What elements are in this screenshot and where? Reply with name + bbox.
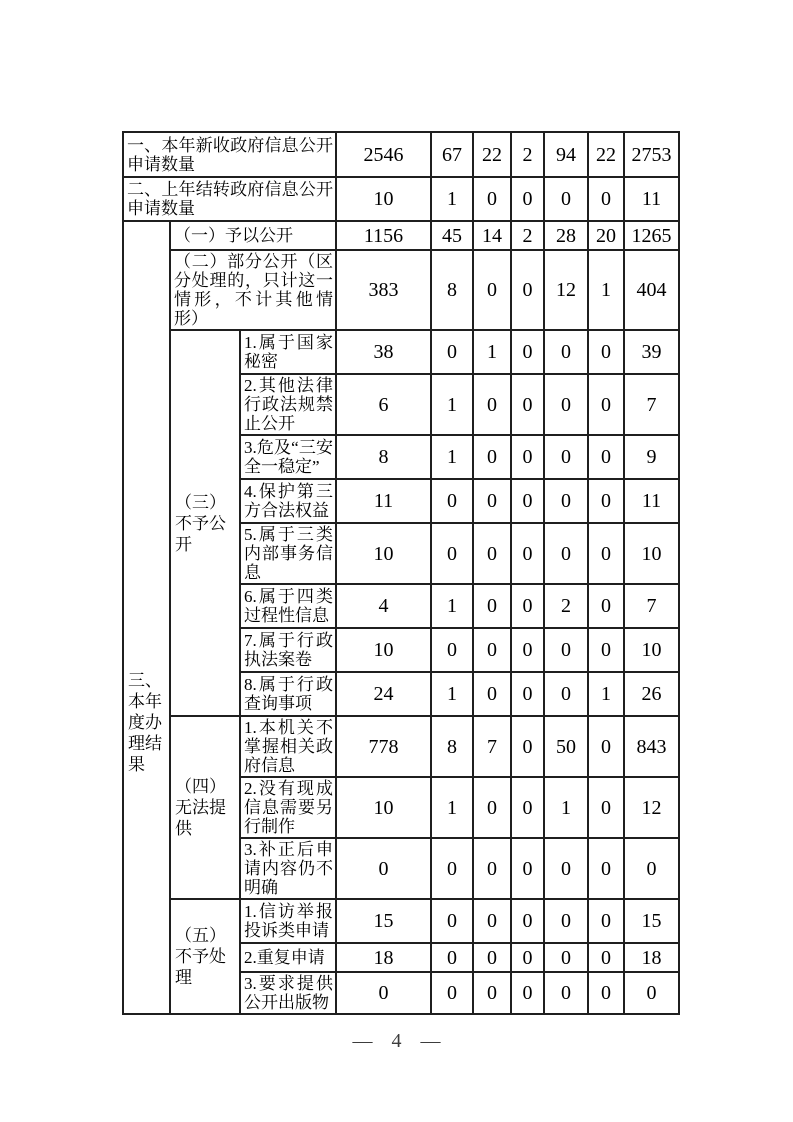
data-cell: 0 — [473, 672, 511, 716]
data-cell: 1 — [431, 672, 473, 716]
data-cell: 0 — [336, 838, 431, 899]
data-cell: 10 — [336, 523, 431, 584]
data-cell: 0 — [544, 374, 588, 435]
data-cell: 0 — [544, 672, 588, 716]
data-cell: 2 — [544, 584, 588, 628]
data-cell: 94 — [544, 132, 588, 177]
data-cell: 1 — [431, 435, 473, 479]
data-cell: 1 — [431, 777, 473, 838]
data-cell: 0 — [431, 899, 473, 943]
row-label-cell: 2.重复申请 — [240, 943, 336, 972]
data-cell: 0 — [588, 777, 624, 838]
data-cell: 24 — [336, 672, 431, 716]
data-cell: 2753 — [624, 132, 679, 177]
data-cell: 0 — [511, 899, 544, 943]
data-cell: 0 — [544, 177, 588, 221]
data-cell: 0 — [588, 523, 624, 584]
data-cell: 0 — [473, 374, 511, 435]
data-cell: 2 — [511, 221, 544, 250]
data-cell: 9 — [624, 435, 679, 479]
data-cell: 1156 — [336, 221, 431, 250]
table-row — [123, 132, 679, 177]
page-number: — 4 — — [352, 1030, 441, 1052]
data-cell: 0 — [624, 972, 679, 1014]
data-cell: 1 — [431, 374, 473, 435]
data-cell: 0 — [588, 716, 624, 777]
data-cell: 0 — [588, 628, 624, 672]
data-cell: 0 — [431, 479, 473, 523]
data-cell: 10 — [624, 523, 679, 584]
row-label-cell: 3.补正后申请内容仍不明确 — [240, 838, 336, 899]
data-cell: 12 — [624, 777, 679, 838]
data-cell: 0 — [431, 838, 473, 899]
data-cell: 0 — [473, 838, 511, 899]
group-label-cell: （五）不予处理 — [170, 899, 240, 1014]
data-cell: 2 — [511, 132, 544, 177]
data-cell: 0 — [431, 628, 473, 672]
group-label-cell: （四）无法提供 — [170, 716, 240, 899]
table-row — [123, 250, 679, 330]
data-cell: 0 — [544, 838, 588, 899]
data-cell: 4 — [336, 584, 431, 628]
data-cell: 1 — [473, 330, 511, 374]
data-cell: 0 — [588, 479, 624, 523]
data-cell: 26 — [624, 672, 679, 716]
data-cell: 1265 — [624, 221, 679, 250]
row-label-cell: 5.属于三类内部事务信息 — [240, 523, 336, 584]
data-cell: 22 — [473, 132, 511, 177]
row-label-cell: 1.属于国家秘密 — [240, 330, 336, 374]
data-cell: 12 — [544, 250, 588, 330]
row-label-cell: 3.危及“三安全一稳定” — [240, 435, 336, 479]
row-label-cell: 1.本机关不掌握相关政府信息 — [240, 716, 336, 777]
data-cell: 50 — [544, 716, 588, 777]
data-cell: 8 — [431, 250, 473, 330]
data-cell: 6 — [336, 374, 431, 435]
data-cell: 1 — [431, 584, 473, 628]
data-cell: 0 — [588, 972, 624, 1014]
data-cell: 1 — [431, 177, 473, 221]
data-cell: 0 — [473, 479, 511, 523]
data-cell: 0 — [544, 523, 588, 584]
data-cell: 7 — [624, 374, 679, 435]
data-cell: 0 — [544, 435, 588, 479]
data-cell: 0 — [431, 330, 473, 374]
data-cell: 0 — [336, 972, 431, 1014]
data-cell: 0 — [588, 435, 624, 479]
data-cell: 38 — [336, 330, 431, 374]
data-cell: 10 — [336, 177, 431, 221]
data-cell: 11 — [624, 479, 679, 523]
data-cell: 0 — [431, 523, 473, 584]
data-cell: 0 — [544, 972, 588, 1014]
data-cell: 0 — [473, 584, 511, 628]
data-cell: 0 — [588, 374, 624, 435]
table-row — [123, 221, 679, 250]
row-label-cell: （一）予以公开 — [170, 221, 336, 250]
data-cell: 0 — [511, 628, 544, 672]
disclosure-results-table — [122, 131, 680, 1015]
data-cell: 843 — [624, 716, 679, 777]
data-cell: 0 — [624, 838, 679, 899]
data-cell: 10 — [336, 628, 431, 672]
row-label-cell: 一、本年新收政府信息公开申请数量 — [123, 132, 336, 177]
table-row — [123, 899, 679, 943]
row-label-cell: 二、上年结转政府信息公开申请数量 — [123, 177, 336, 221]
table-row — [123, 716, 679, 777]
row-label-cell: 8.属于行政查询事项 — [240, 672, 336, 716]
data-cell: 0 — [431, 943, 473, 972]
data-cell: 0 — [588, 838, 624, 899]
data-cell: 0 — [431, 972, 473, 1014]
data-cell: 39 — [624, 330, 679, 374]
data-cell: 15 — [336, 899, 431, 943]
row-label-cell: 4.保护第三方合法权益 — [240, 479, 336, 523]
data-cell: 0 — [588, 584, 624, 628]
data-cell: 0 — [544, 628, 588, 672]
data-cell: 1 — [588, 250, 624, 330]
data-cell: 45 — [431, 221, 473, 250]
table-row — [123, 177, 679, 221]
data-cell: 0 — [473, 943, 511, 972]
data-cell: 15 — [624, 899, 679, 943]
data-cell: 28 — [544, 221, 588, 250]
data-cell: 1 — [588, 672, 624, 716]
data-cell: 0 — [588, 943, 624, 972]
data-cell: 0 — [473, 972, 511, 1014]
data-cell: 8 — [431, 716, 473, 777]
data-cell: 0 — [511, 584, 544, 628]
data-cell: 0 — [588, 330, 624, 374]
data-cell: 20 — [588, 221, 624, 250]
row-label-cell: （二）部分公开（区分处理的，只计这一情形，不计其他情形） — [170, 250, 336, 330]
row-label-cell: 6.属于四类过程性信息 — [240, 584, 336, 628]
data-cell: 0 — [511, 435, 544, 479]
data-cell: 0 — [588, 177, 624, 221]
data-cell: 0 — [544, 479, 588, 523]
data-cell: 0 — [511, 972, 544, 1014]
data-cell: 0 — [511, 250, 544, 330]
data-cell: 11 — [624, 177, 679, 221]
row-label-cell: 3.要求提供公开出版物 — [240, 972, 336, 1014]
row-label-cell: 2.没有现成信息需要另行制作 — [240, 777, 336, 838]
data-cell: 0 — [511, 479, 544, 523]
data-cell: 0 — [544, 943, 588, 972]
data-cell: 0 — [473, 523, 511, 584]
data-cell: 2546 — [336, 132, 431, 177]
data-cell: 0 — [511, 716, 544, 777]
data-cell: 778 — [336, 716, 431, 777]
data-cell: 11 — [336, 479, 431, 523]
data-cell: 8 — [336, 435, 431, 479]
row-label-cell: 1.信访举报投诉类申请 — [240, 899, 336, 943]
data-cell: 0 — [473, 435, 511, 479]
data-cell: 10 — [336, 777, 431, 838]
data-cell: 383 — [336, 250, 431, 330]
data-cell: 0 — [473, 177, 511, 221]
data-cell: 0 — [544, 899, 588, 943]
data-cell: 7 — [624, 584, 679, 628]
row-label-cell: 2.其他法律行政法规禁止公开 — [240, 374, 336, 435]
data-cell: 0 — [473, 628, 511, 672]
row-label-cell: 7.属于行政执法案卷 — [240, 628, 336, 672]
data-cell: 0 — [511, 943, 544, 972]
data-cell: 0 — [544, 330, 588, 374]
group-label-cell: （三）不予公开 — [170, 330, 240, 716]
data-cell: 0 — [511, 374, 544, 435]
data-cell: 0 — [511, 330, 544, 374]
data-cell: 0 — [511, 177, 544, 221]
data-cell: 18 — [336, 943, 431, 972]
data-cell: 7 — [473, 716, 511, 777]
data-cell: 0 — [511, 672, 544, 716]
data-cell: 1 — [544, 777, 588, 838]
data-cell: 0 — [511, 523, 544, 584]
data-cell: 404 — [624, 250, 679, 330]
data-cell: 67 — [431, 132, 473, 177]
data-cell: 22 — [588, 132, 624, 177]
data-cell: 10 — [624, 628, 679, 672]
data-cell: 0 — [588, 899, 624, 943]
data-cell: 18 — [624, 943, 679, 972]
data-cell: 0 — [511, 838, 544, 899]
data-cell: 14 — [473, 221, 511, 250]
data-cell: 0 — [473, 899, 511, 943]
data-cell: 0 — [473, 777, 511, 838]
data-cell: 0 — [511, 777, 544, 838]
table-row — [123, 330, 679, 374]
data-cell: 0 — [473, 250, 511, 330]
section-label-cell: 三、本年度办理结果 — [123, 221, 170, 1014]
